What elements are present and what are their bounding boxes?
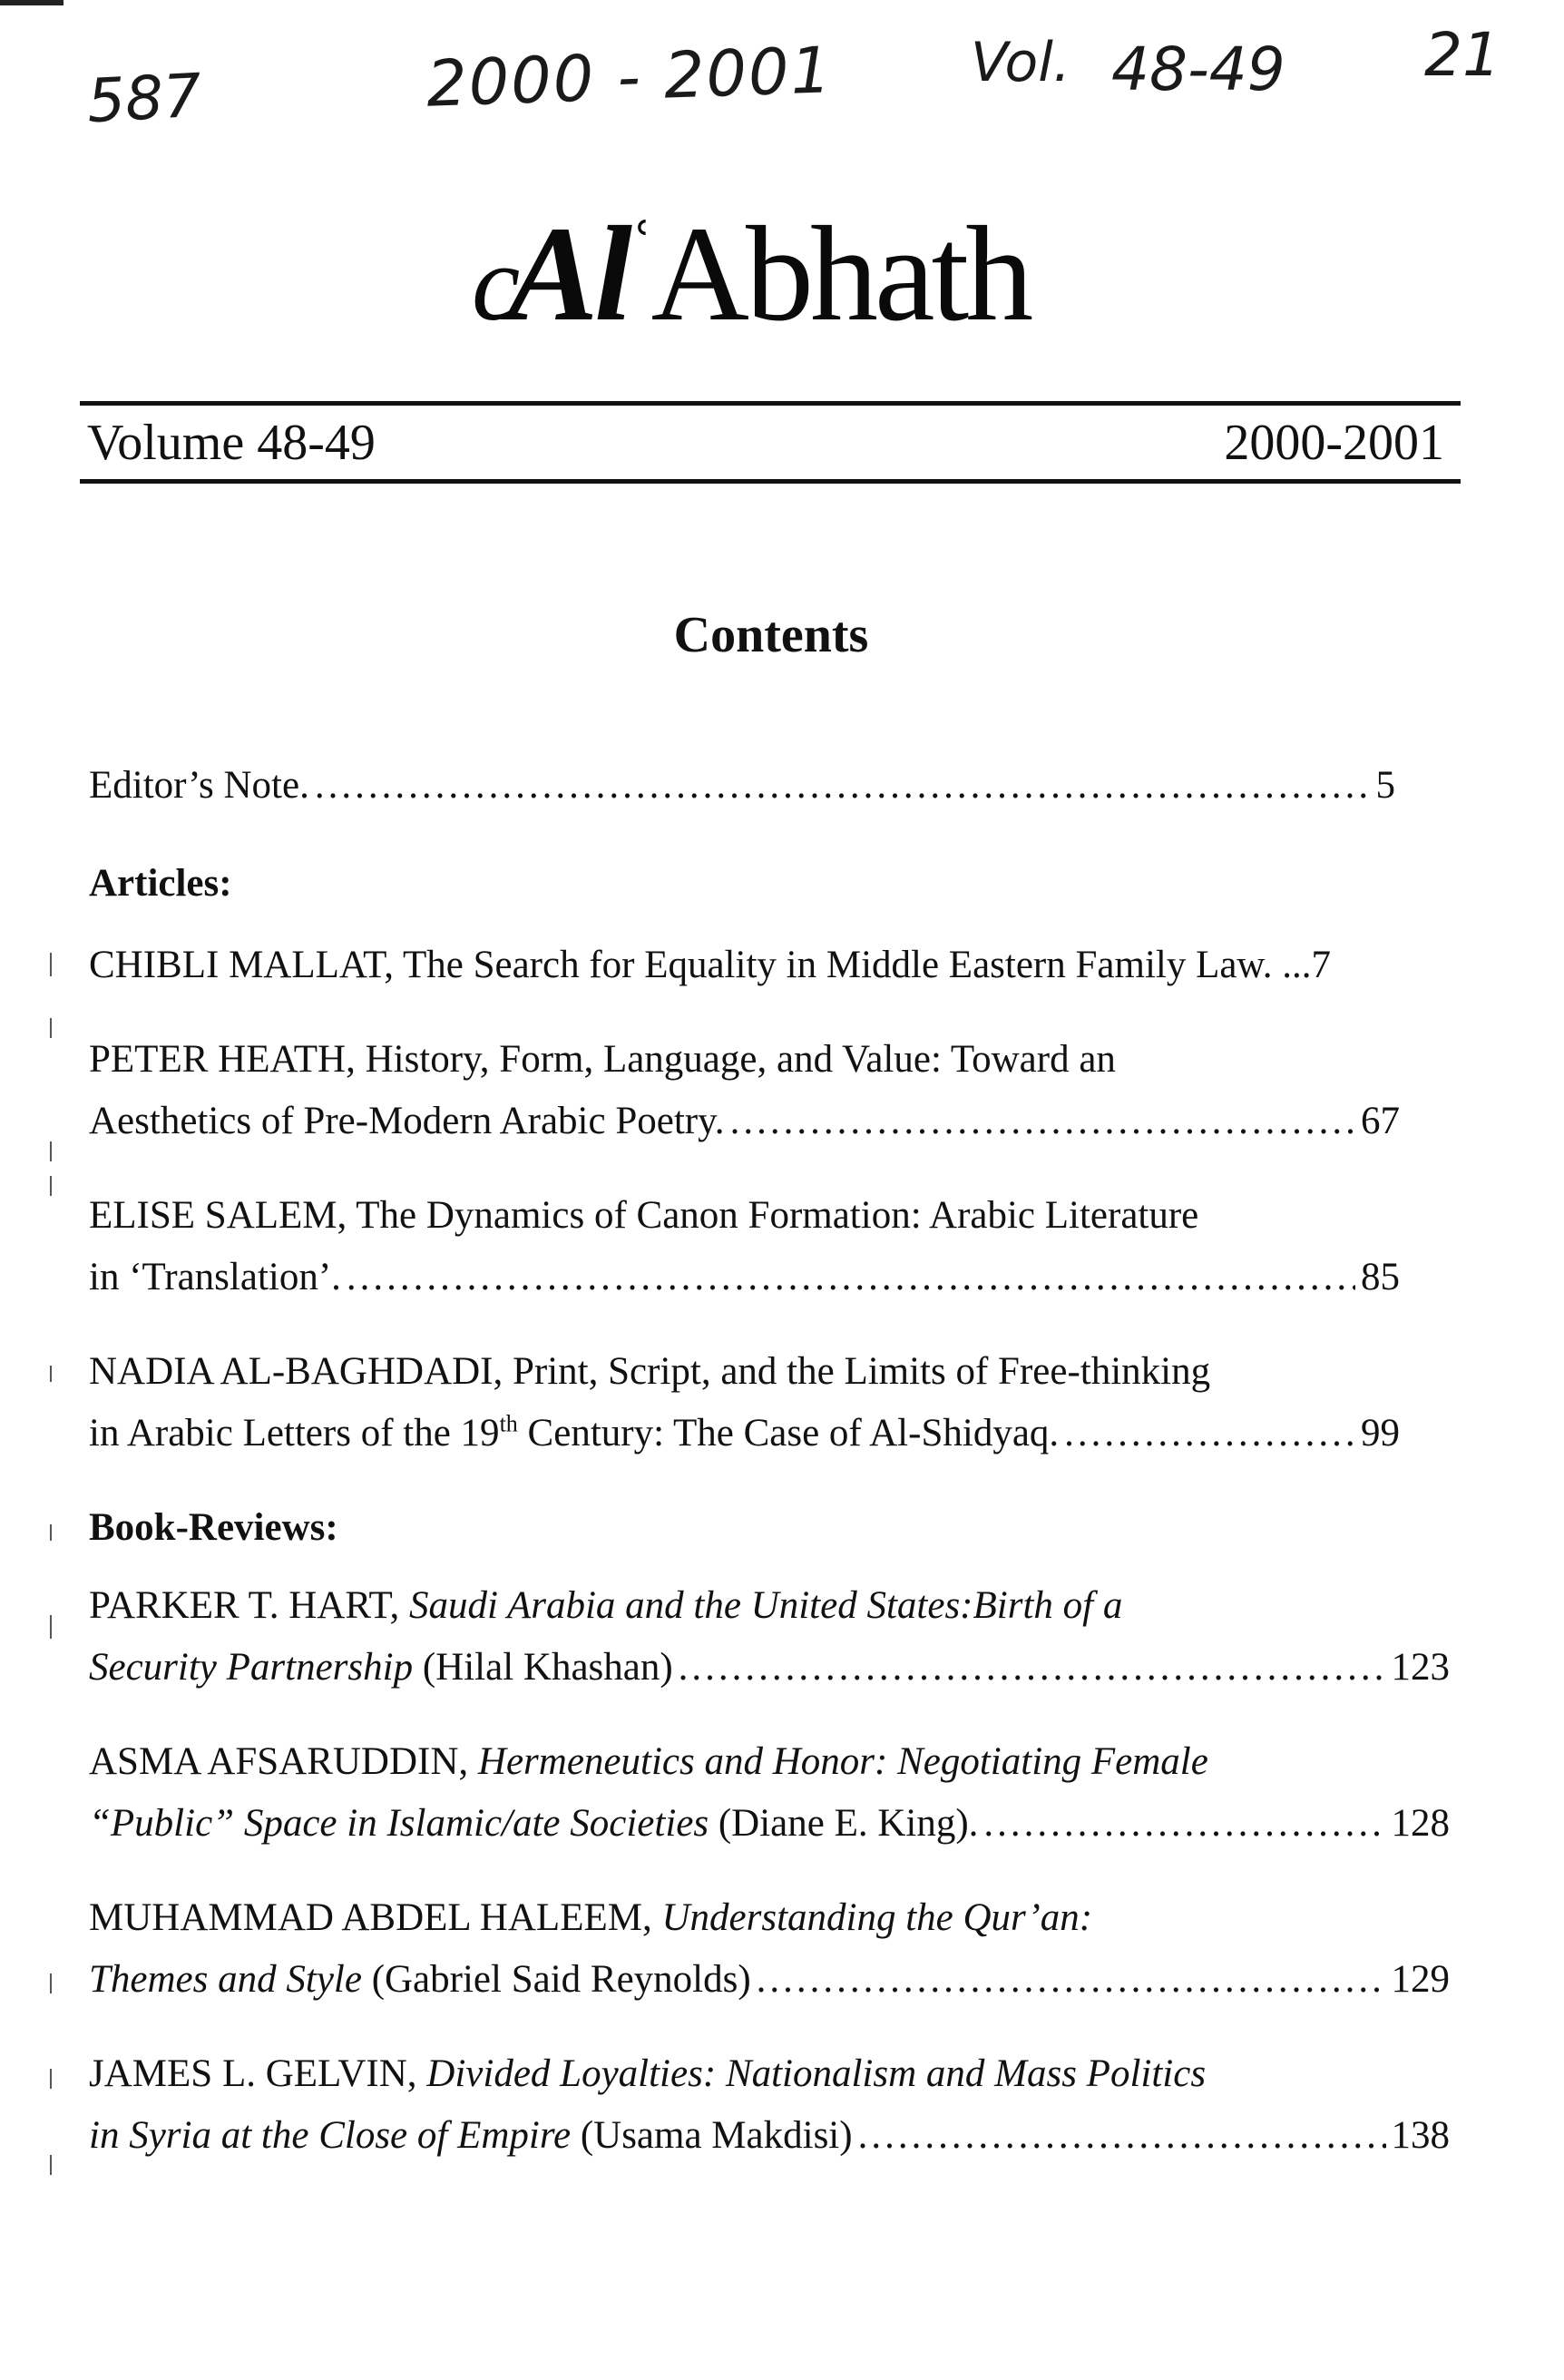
review-line: MUHAMMAD ABDEL HALEEM, Understanding the Qur’an: (89, 1896, 1093, 1939)
margin-mark (50, 1615, 52, 1639)
page-number: 85 (1361, 1256, 1400, 1298)
margin-mark (50, 1018, 52, 1038)
dot-leader (858, 2105, 1386, 2167)
contents-heading: Contents (673, 607, 869, 663)
review-line: Themes and Style (Gabriel Said Reynolds) (89, 1958, 751, 2001)
dot-leader (730, 1091, 1355, 1152)
toc-entry-review (89, 1731, 1450, 1855)
header-rule-bottom (80, 479, 1461, 484)
review-line: in Syria at the Close of Empire (Usama Makdisi) (89, 2114, 853, 2157)
volume-label: Volume 48-49 (87, 415, 376, 471)
page-number: 123 (1391, 1646, 1450, 1689)
article-line: CHIBLI MALLAT, The Search for Equality in Middle Eastern Family Law. ...7 (89, 944, 1331, 986)
margin-mark (50, 953, 52, 976)
handwritten-corner-number: 21 (1424, 20, 1500, 90)
masthead-ain: ʿ (629, 206, 651, 293)
handwritten-number: 587 (85, 60, 203, 137)
margin-mark (50, 2155, 52, 2175)
year-label: 2000-2001 (1224, 415, 1444, 471)
editors-note-label: Editor’s Note. (89, 764, 309, 807)
articles-heading: Articles: (89, 862, 232, 905)
margin-mark (50, 1974, 52, 1993)
handwritten-years: 2000 - 2001 (425, 33, 835, 122)
toc-entry-article (89, 935, 1450, 996)
page-number: 129 (1391, 1958, 1450, 2001)
margin-mark (50, 2069, 52, 2089)
masthead-abhath: Abhath (650, 199, 1031, 349)
toc-entry-article (89, 1029, 1450, 1152)
article-line: in Arabic Letters of the 19th Century: The Case of Al-Shidyaq. (89, 1410, 1060, 1454)
book-reviews-heading: Book-Reviews: (89, 1506, 338, 1549)
review-line: ASMA AFSARUDDIN, Hermeneutics and Honor: Negotiating Female (89, 1740, 1208, 1783)
toc-entry-review (89, 1887, 1450, 2011)
article-line: in ‘Translation’. (89, 1256, 341, 1298)
dot-leader (757, 1949, 1386, 2011)
handwritten-vol-range: 48-49 (1111, 34, 1285, 104)
review-line: “Public” Space in Islamic/ate Societies (Diane E. King). (89, 1802, 979, 1845)
review-line: PARKER T. HART, Saudi Arabia and the United States:Birth of a (89, 1584, 1123, 1627)
dot-leader (315, 755, 1371, 817)
page-number: 138 (1391, 2114, 1450, 2157)
page-number: 128 (1391, 1802, 1450, 1845)
page-number: 5 (1375, 764, 1395, 807)
margin-mark (50, 1141, 52, 1161)
masthead-swash: c (472, 222, 517, 343)
toc-entry-review (89, 1575, 1450, 1699)
masthead-al: Al (507, 199, 629, 349)
scan-edge-mark (0, 0, 64, 5)
header-rule-top (80, 401, 1461, 406)
article-line: NADIA AL-BAGHDADI, Print, Script, and the Limits of Free-thinking (89, 1350, 1211, 1393)
article-line: Aesthetics of Pre-Modern Arabic Poetry. (89, 1100, 725, 1142)
margin-mark (50, 1176, 52, 1196)
page-number: 99 (1361, 1412, 1400, 1454)
toc-entry-article (89, 1341, 1450, 1464)
table-of-contents (89, 755, 1450, 2167)
dot-leader (679, 1637, 1386, 1699)
page-number: 67 (1361, 1100, 1400, 1142)
article-line: ELISE SALEM, The Dynamics of Canon Formation: Arabic Literature (89, 1194, 1199, 1237)
margin-mark (50, 1366, 52, 1382)
toc-entry-article (89, 1185, 1450, 1308)
review-line: Security Partnership (Hilal Khashan) (89, 1646, 673, 1689)
margin-mark (50, 1524, 52, 1541)
handwritten-vol-label: Vol. (971, 31, 1070, 94)
toc-entry-review (89, 2043, 1450, 2167)
article-line: PETER HEATH, History, Form, Language, and Value: Toward an (89, 1038, 1116, 1081)
dot-leader (347, 1247, 1355, 1308)
dot-leader (1064, 1403, 1355, 1464)
journal-masthead (472, 172, 1197, 349)
toc-entry-editors-note (89, 755, 1450, 817)
review-line: JAMES L. GELVIN, Divided Loyalties: Nationalism and Mass Politics (89, 2052, 1207, 2095)
dot-leader (983, 1793, 1385, 1855)
